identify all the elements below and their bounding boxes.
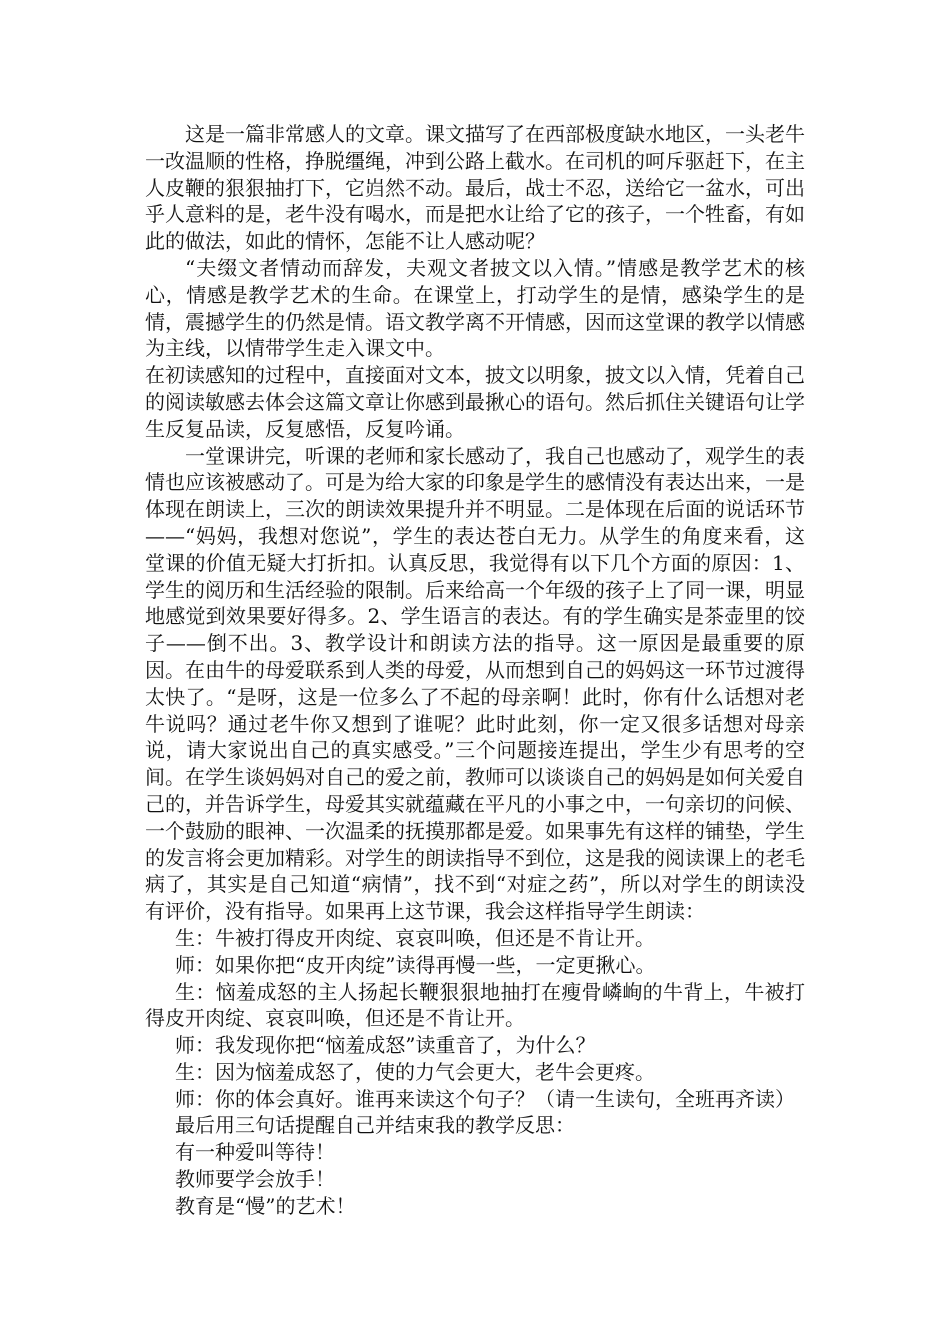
closing-line: 有一种爱叫等待！ xyxy=(175,1140,335,1165)
dialogue-line: 师：你的体会真好。谁再来读这个句子？（请一生读句，全班再齐读） xyxy=(175,1086,795,1111)
closing-line: 教育是“慢”的艺术！ xyxy=(175,1193,356,1218)
dialogue-line: 生：牛被打得皮开肉绽、哀哀叫唤，但还是不肯让开。 xyxy=(175,925,655,950)
dialogue-line: 师：如果你把“皮开肉绽”读得再慢一些，一定更揪心。 xyxy=(175,952,656,977)
paragraph-first-reading: 在初读感知的过程中，直接面对文本，披文以明象，披文以入情，凭着自己的阅读敏感去体会这篇文章让你感到最揪心的语句。然后抓住关键语句让学生反复品读，反复感悟，反复吟诵。 xyxy=(145,363,805,441)
closing-intro: 最后用三句话提醒自己并结束我的教学反思： xyxy=(175,1113,575,1138)
closing-line: 教师要学会放手！ xyxy=(175,1167,335,1192)
dialogue-line: 生：恼羞成怒的主人扬起长鞭狠狠地抽打在瘦骨嶙峋的牛背上，牛被打得皮开肉绽、哀哀叫唤，但还是不肯让开。 xyxy=(145,979,805,1031)
paragraph-intro: 这是一篇非常感人的文章。课文描写了在西部极度缺水地区，一头老牛一改温顺的性格，挣脱缰绳，冲到公路上截水。在司机的呵斥驱赶下，在主人皮鞭的狠狠抽打下，它岿然不动。最后，战士不忍，送给它一盆水，可出乎人意料的是，老牛没有喝水，而是把水让给了它的孩子，一个牲畜，有如此的做法，如此的情怀，怎能不让人感动呢？ xyxy=(145,122,805,254)
paragraph-emotion: “夫缀文者情动而辞发，夫观文者披文以入情。”情感是教学艺术的核心，情感是教学艺术的生命。在课堂上，打动学生的是情，感染学生的是情，震撼学生的仍然是情。语文教学离不开情感，因而这堂课的教学以情感为主线，以情带学生走入课文中。 xyxy=(145,255,805,361)
dialogue-line: 生：因为恼羞成怒了，使的力气会更大，老牛会更疼。 xyxy=(175,1059,655,1084)
paragraph-reflection: 一堂课讲完，听课的老师和家长感动了，我自己也感动了，观学生的表情也应该被感动了。可是为给大家的印象是学生的感情没有表达出来，一是体现在朗读上，三次的朗读效果提升并不明显。二是体现在后面的说话环节——“妈妈，我想对您说”，学生的表达苍白无力。从学生的角度来看，这堂课的价值无疑大打折扣。认真反思，我觉得有以下几个方面的原因：1、学生的阅历和生活经验的限制。后来给高一个年级的孩子上了同一课，明显地感觉到效果要好得多。2、学生语言的表达。有的学生确实是茶壶里的饺子——倒不出。3、教学设计和朗读方法的指导。这一原因是最重要的原因。在由牛的母爱联系到人类的母爱，从而想到自己的妈妈这一环节过渡得太快了。“是呀，这是一位多么了不起的母亲啊！此时，你有什么话想对老牛说吗？通过老牛你又想到了谁呢？此时此刻，你一定又很多话想对母亲说，请大家说出自己的真实感受。”三个问题接连提出，学生少有思考的空间。在学生谈妈妈对自己的爱之前，教师可以谈谈自己的妈妈是如何关爱自己的，并告诉学生，母爱其实就蕴藏在平凡的小事之中，一句亲切的问候、一个鼓励的眼神、一次温柔的抚摸那都是爱。如果事先有这样的铺垫，学生的发言将会更加精彩。对学生的朗读指导不到位，这是我的阅读课上的老毛病了，其实是自己知道“病情”，找不到“对症之药”，所以对学生的朗读没有评价，没有指导。如果再上这节课，我会这样指导学生朗读： xyxy=(145,443,805,924)
dialogue-line: 师：我发现你把“恼羞成怒”读重音了，为什么？ xyxy=(175,1033,596,1058)
document-body xyxy=(145,121,805,1220)
